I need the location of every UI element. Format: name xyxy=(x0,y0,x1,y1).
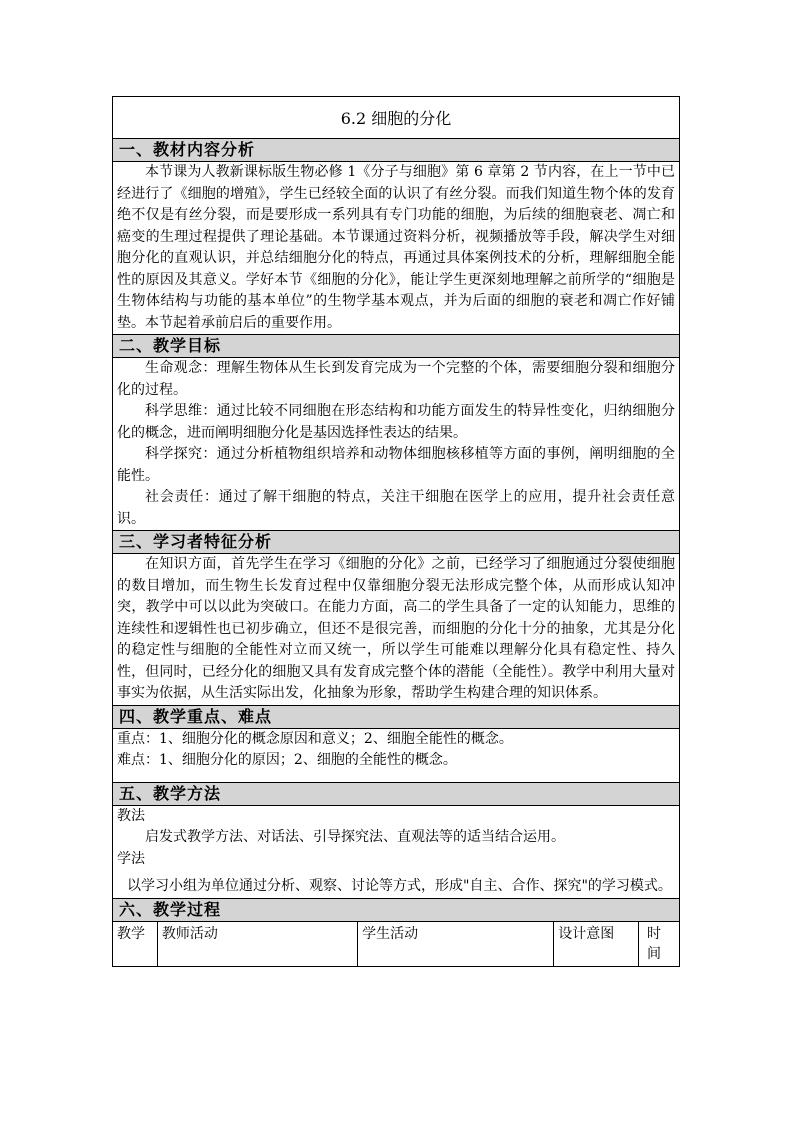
table-header-row xyxy=(113,922,679,966)
document-title: 6.2 细胞的分化 xyxy=(113,97,679,139)
section-heading-teaching-methods: 五、教学方法 xyxy=(113,783,679,806)
key-point-line: 重点：1、细胞分化的概念原因和意义；2、细胞全能性的概念。 xyxy=(117,730,513,747)
goal-scientific-thinking: 科学思维：通过比较不同细胞在形态结构和功能方面发生的特异性变化，归纳细胞分化的概念，进而阐明细胞分化是基因选择性表达的结果。 xyxy=(117,403,675,441)
section-body-content-analysis xyxy=(113,162,679,335)
section-heading-teaching-process: 六、教学过程 xyxy=(113,899,679,922)
paragraph: 本节课为人教新课标版生物必修 1《分子与细胞》第 6 章第 2 节内容，在上一节中已经进行了《细胞的增殖》，学生已经较全面的认识了有丝分裂。而我们知道生物个体的发育绝不仅是有丝分裂，而是要形成一系列具有专门功能的细胞，为后续的细胞衰老、凋亡和癌变的生理过程提供了理论基础。本节课通过资料分析，视频播放等手段，解决学生对细胞分化的直观认识，并总结细胞分化的特点，再通过具体案例技术的分析，理解细胞全能性的原因及其意义。学好本节《细胞的分化》，能让学生更深刻地理解之前所学的“细胞是生物体结构与功能的基本单位”的生物学基本观点，并为后面的细胞的衰老和凋亡作好铺垫。本节起着承前启后的重要作用。 xyxy=(117,164,675,331)
column-header-student-activity: 学生活动 xyxy=(358,922,554,966)
learning-method-text: 以学习小组为单位通过分析、观察、讨论等方式，形成"自主、合作、探究"的学习模式。 xyxy=(127,878,672,894)
section-body-teaching-methods xyxy=(113,806,679,899)
section-heading-teaching-goals: 二、教学目标 xyxy=(113,335,679,358)
column-header-design-intent: 设计意图 xyxy=(554,922,639,966)
learning-method-label: 学法 xyxy=(117,850,145,867)
section-body-teaching-goals xyxy=(113,358,679,531)
teaching-process-table xyxy=(113,922,679,966)
teaching-method-label: 教法 xyxy=(117,807,145,824)
lesson-plan-document xyxy=(112,96,680,967)
column-header-teacher-activity: 教师活动 xyxy=(157,922,357,966)
difficult-point-line: 难点：1、细胞分化的原因；2、细胞的全能性的概念。 xyxy=(117,752,457,768)
paragraph: 在知识方面，首先学生在学习《细胞的分化》之前，已经学习了细胞通过分裂使细胞的数目增加，而生物生长发育过程中仅靠细胞分裂无法形成完整个体，从而形成认知冲突，教学中可以以此为突破口。在能力方面，高二的学生具备了一定的认知能力，思维的连续性和逻辑性也已初步确立，但还不是很完善，而细胞的分化十分的抽象，尤其是分化的稳定性与细胞的全能性对立而又统一，所以学生可能难以理解分化具有稳定性、持久性，但同时，已经分化的细胞又具有发育成完整个体的潜能（全能性）。教学中利用大量对事实为依据，从生活实际出发，化抽象为形象，帮助学生构建合理的知识体系。 xyxy=(117,556,675,701)
section-heading-key-points: 四、教学重点、难点 xyxy=(113,706,679,729)
column-header-time: 时间 xyxy=(647,925,662,962)
goal-social-responsibility: 社会责任：通过了解干细胞的特点，关注干细胞在医学上的应用，提升社会责任意识。 xyxy=(117,489,675,527)
teaching-method-text: 启发式教学方法、对话法、引导探究法、直观法等的适当结合运用。 xyxy=(145,829,565,845)
column-header-stage: 教学 xyxy=(113,922,157,966)
goal-scientific-inquiry: 科学探究：通过分析植物组织培养和动物体细胞核移植等方面的事例，阐明细胞的全能性。 xyxy=(117,446,675,484)
section-body-key-points xyxy=(113,729,679,783)
goal-life-concept: 生命观念：理解生物体从生长到发育完成为一个完整的个体，需要细胞分裂和细胞分化的过程。 xyxy=(117,360,675,398)
section-heading-content-analysis: 一、教材内容分析 xyxy=(113,139,679,162)
section-heading-learner-analysis: 三、学习者特征分析 xyxy=(113,531,679,554)
section-body-learner-analysis xyxy=(113,554,679,706)
